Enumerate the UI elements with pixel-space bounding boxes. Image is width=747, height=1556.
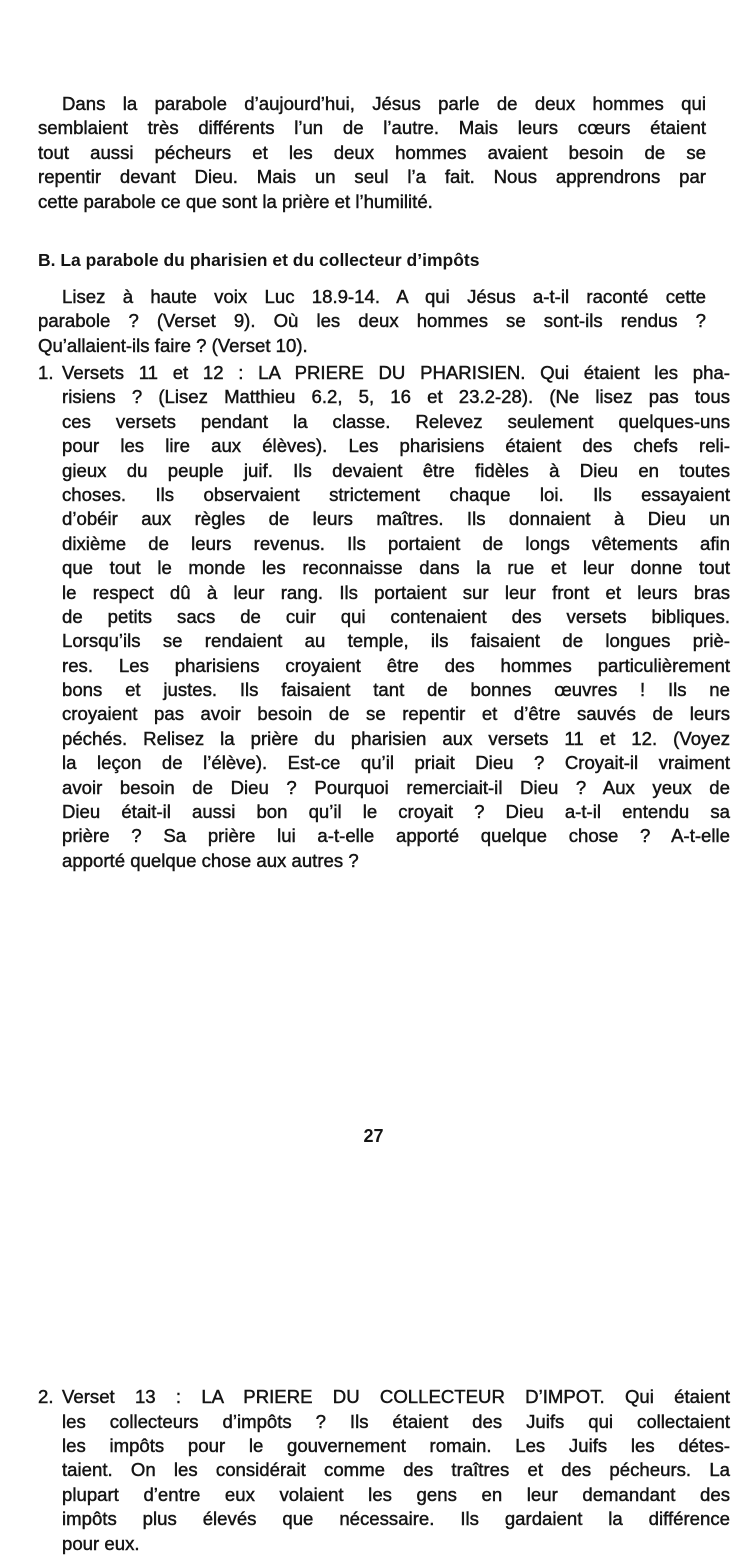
text-line: gieux du peuple juif. Ils devaient être fidèles à Dieu en toutes (62, 459, 730, 481)
text-line: Dans la parabole d’aujourd’hui, Jésus parle de deux hommes qui (62, 93, 706, 114)
text-line: dixième de leurs revenus. Ils portaient de longs vêtements afin (62, 532, 730, 554)
text-line: d’obéir aux règles de leurs maîtres. Ils donnaient à Dieu un (62, 508, 730, 530)
intro-paragraph (38, 92, 706, 214)
text-line: pour eux. (62, 1532, 140, 1554)
text-line: plupart d’entre eux volaient les gens en leur demandant des (62, 1483, 730, 1505)
item-number: 2. (38, 1386, 54, 1408)
page-number: 27 (363, 1126, 384, 1146)
reading-paragraph (38, 285, 706, 358)
text-line: taient. On les considérait comme des traîtres et des pécheurs. La (62, 1459, 730, 1481)
text-line: apporté quelque chose aux autres ? (62, 849, 359, 871)
text-line: péchés. Relisez la prière du pharisien aux versets 11 et 12. (Voyez (62, 727, 730, 749)
text-line: les collecteurs d’impôts ? Ils étaient des Juifs qui collectaient (62, 1410, 730, 1432)
text-line: les impôts pour le gouvernement romain. Les Juifs les détes- (62, 1434, 730, 1456)
text-line: repentir devant Dieu. Mais un seul l’a fait. Nous apprendrons par (38, 166, 706, 188)
text-line: le respect dû à leur rang. Ils portaient sur leur front et leurs bras (62, 581, 730, 603)
text-line: Dieu était-il aussi bon qu’il le croyait ? Dieu a-t-il entendu sa (62, 801, 730, 823)
text-line: choses. Ils observaient strictement chaque loi. Ils essayaient (62, 483, 730, 505)
text-line: ces versets pendant la classe. Relevez seulement quelques-uns (62, 410, 730, 432)
text-line: Lorsqu’ils se rendaient au temple, ils faisaient de longues priè- (62, 630, 730, 652)
text-line: impôts plus élevés que nécessaire. Ils gardaient la différence (62, 1508, 730, 1530)
text-line: avoir besoin de Dieu ? Pourquoi remerciait-il Dieu ? Aux yeux de (62, 776, 730, 798)
text-line: la leçon de l’élève). Est-ce qu’il priait Dieu ? Croyait-il vraiment (62, 752, 730, 774)
text-line: prière ? Sa prière lui a-t-elle apporté quelque chose ? A-t-elle (62, 825, 730, 847)
item-number: 1. (38, 362, 54, 383)
section-heading: B. La parabole du pharisien et du collecteur d’impôts (38, 250, 480, 270)
numbered-item-2 (38, 1385, 730, 1556)
numbered-item-1 (38, 361, 730, 873)
text-line: que tout le monde les reconnaisse dans la rue et leur donne tout (62, 557, 730, 579)
text-line: parabole ? (Verset 9). Où les deux hommes se sont-ils rendus ? (38, 310, 706, 332)
text-line: Lisez à haute voix Luc 18.9-14. A qui Jésus a-t-il raconté cette (62, 286, 706, 307)
text-line: pour les lire aux élèves). Les pharisiens étaient des chefs reli- (62, 435, 730, 457)
text-line: Qu’allaient-ils faire ? (Verset 10). (38, 334, 308, 356)
text-line: risiens ? (Lisez Matthieu 6.2, 5, 16 et 23.2-28). (Ne lisez pas tous (62, 386, 730, 408)
text-line: tout aussi pécheurs et les deux hommes avaient besoin de se (38, 141, 706, 163)
text-line: croyaient pas avoir besoin de se repentir et d’être sauvés de leurs (62, 703, 730, 725)
text-line: res. Les pharisiens croyaient être des hommes particulièrement (62, 654, 730, 676)
text-line: semblaient très différents l’un de l’autre. Mais leurs cœurs étaient (38, 117, 706, 139)
text-line: cette parabole ce que sont la prière et l’humilité. (38, 190, 433, 212)
text-line: bons et justes. Ils faisaient tant de bonnes œuvres ! Ils ne (62, 679, 730, 701)
text-line: Verset 13 : LA PRIERE DU COLLECTEUR D’IMPOT. Qui étaient (62, 1386, 730, 1408)
text-line: de petits sacs de cuir qui contenaient des versets bibliques. (62, 605, 730, 627)
text-line: Versets 11 et 12 : LA PRIERE DU PHARISIEN. Qui étaient les pha- (62, 362, 730, 383)
